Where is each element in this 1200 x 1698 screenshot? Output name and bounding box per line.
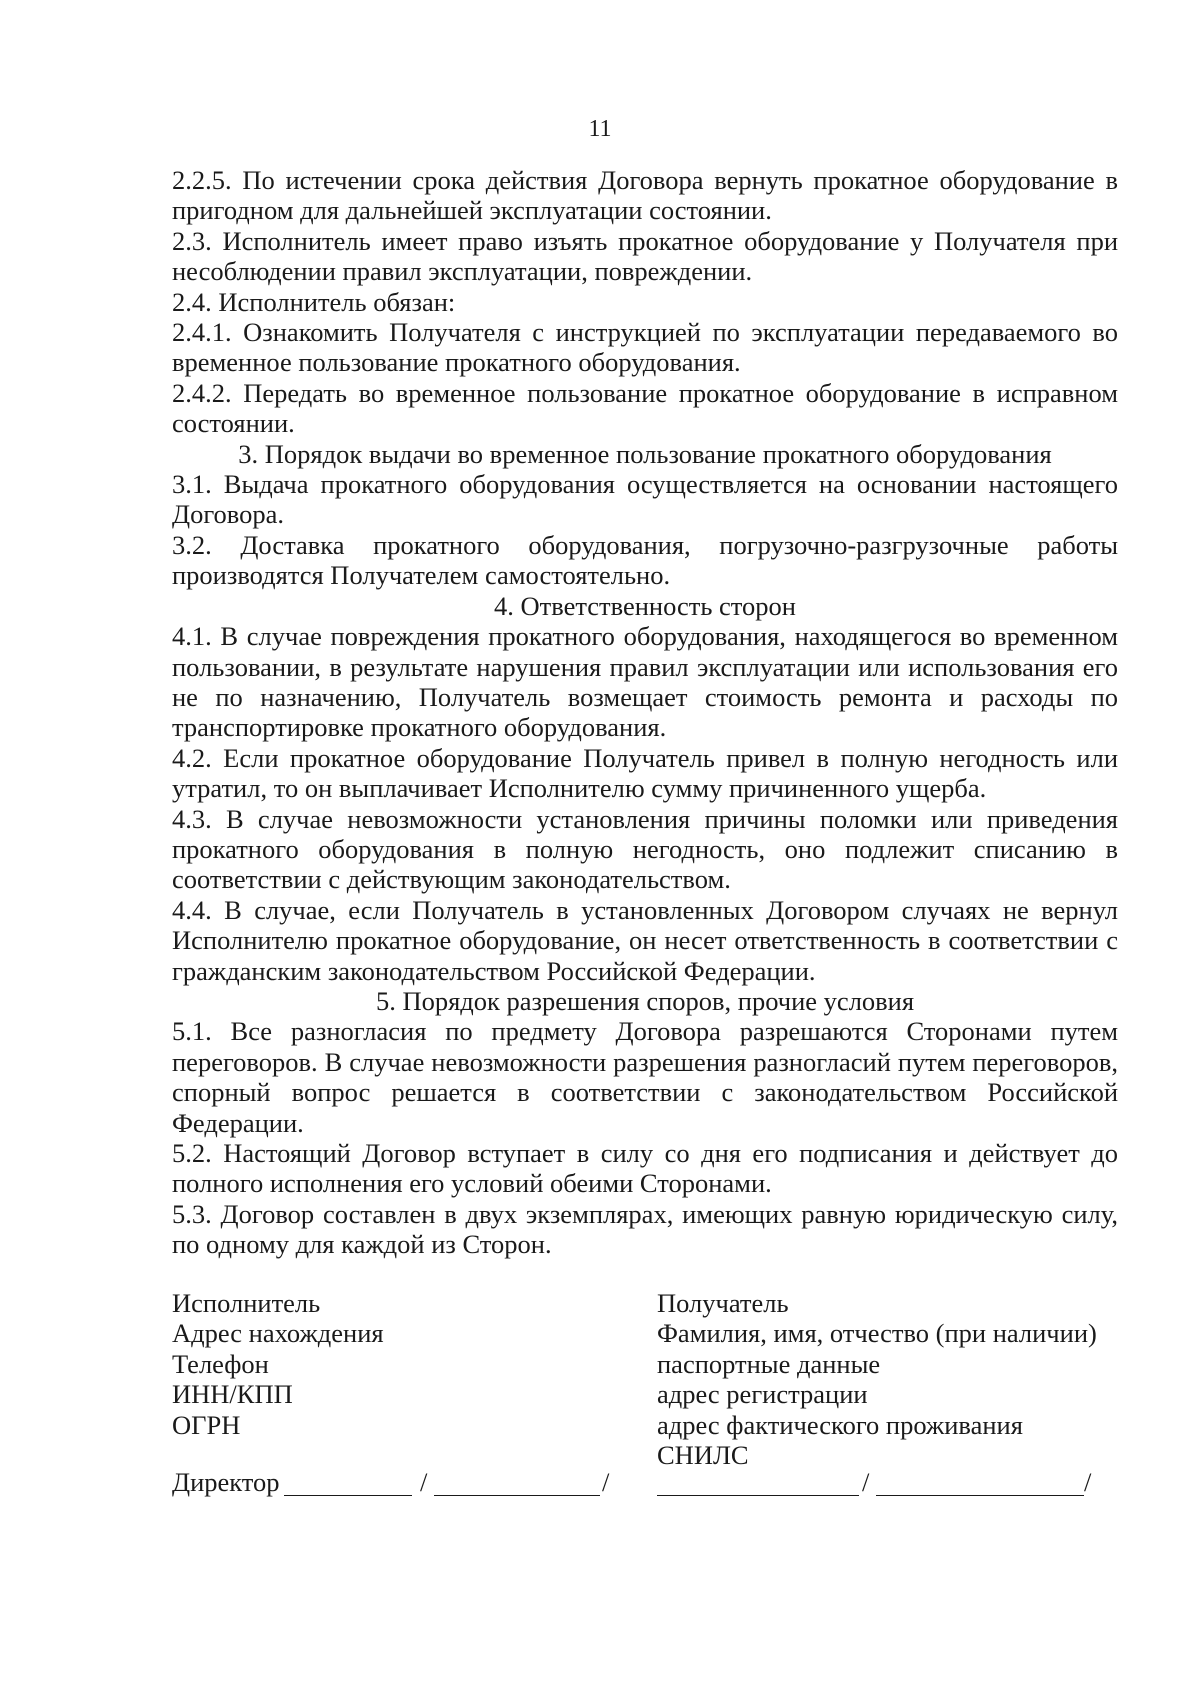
director-label: Директор <box>172 1467 280 1497</box>
clause-2-4-1: 2.4.1. Ознакомить Получателя с инструкцией по эксплуатации передаваемого во временное пользование прокатного оборудования. <box>172 317 1118 378</box>
director-signature-line <box>284 1495 412 1496</box>
contract-body <box>172 165 1118 1260</box>
executor-details <box>172 1288 642 1440</box>
page-number: 11 <box>588 116 612 142</box>
recipient-closing-slash: / <box>1084 1467 1092 1497</box>
clause-5-1: 5.1. Все разногласия по предмету Договора разрешаются Сторонами путем переговоров. В случае невозможности разрешения разногласий путем переговоров, спорный вопрос решается в соответствии с законодательством Российской Федерации. <box>172 1016 1118 1138</box>
clause-4-4: 4.4. В случае, если Получатель в установленных Договором случаях не вернул Исполнителю прокатное оборудование, он несет ответственность в соответствии с гражданским законодательством Российской Федерации. <box>172 894 1118 986</box>
clause-2-3: 2.3. Исполнитель имеет право изъять прокатное оборудование у Получателя при несоблюдении правил эксплуатации, повреждении. <box>172 225 1118 287</box>
director-name-line <box>434 1495 600 1496</box>
clause-2-4: 2.4. Исполнитель обязан: <box>172 286 456 317</box>
clause-2-4-2: 2.4.2. Передать во временное пользование прокатное оборудование в исправном состоянии. <box>172 377 1118 439</box>
section-heading-4: 4. Ответственность сторон <box>494 590 796 621</box>
recipient-name-label: Фамилия, имя, отчество (при наличии) <box>657 1318 1097 1349</box>
executor-address-label: Адрес нахождения <box>172 1318 384 1349</box>
clause-3-1: 3.1. Выдача прокатного оборудования осуществляется на основании настоящего Договора. <box>172 469 1118 530</box>
director-closing-slash: / <box>602 1467 610 1497</box>
signature-lines-row <box>172 1467 1118 1499</box>
section-heading-3: 3. Порядок выдачи во временное пользование прокатного оборудования <box>238 438 1052 469</box>
executor-ogrn-label: ОГРН <box>172 1409 241 1440</box>
recipient-passport-label: паспортные данные <box>657 1348 881 1379</box>
recipient-details <box>657 1288 1127 1470</box>
clause-3-2: 3.2. Доставка прокатного оборудования, погрузочно-разгрузочные работы производятся Получателем самостоятельно. <box>172 529 1118 591</box>
director-slash: / <box>420 1467 428 1497</box>
clause-5-3: 5.3. Договор составлен в двух экземплярах, имеющих равную юридическую силу, по одному для каждой из Сторон. <box>172 1198 1118 1260</box>
recipient-name-line <box>876 1495 1084 1496</box>
recipient-registration-label: адрес регистрации <box>657 1379 868 1410</box>
recipient-title: Получатель <box>657 1288 789 1318</box>
executor-title: Исполнитель <box>172 1288 321 1318</box>
clause-4-3: 4.3. В случае невозможности установления причины поломки или приведения прокатного оборудования в полную негодность, оно подлежит списанию в соответствии с действующим законодательством. <box>172 803 1118 895</box>
clause-5-2: 5.2. Настоящий Договор вступает в силу со дня его подписания и действует до полного исполнения его условий обеими Сторонами. <box>172 1138 1118 1199</box>
clause-4-2: 4.2. Если прокатное оборудование Получатель привел в полную негодность или утратил, то он выплачивает Исполнителю сумму причиненного ущерба. <box>172 742 1118 804</box>
section-heading-5: 5. Порядок разрешения споров, прочие условия <box>375 985 915 1016</box>
executor-inn-kpp-label: ИНН/КПП <box>172 1379 293 1410</box>
clause-2-2-5: 2.2.5. По истечении срока действия Договора вернуть прокатное оборудование в пригодном для дальнейшей эксплуатации состоянии. <box>172 165 1118 226</box>
recipient-snils-label: СНИЛС <box>657 1440 749 1471</box>
recipient-signature-line <box>657 1495 859 1496</box>
executor-phone-label: Телефон <box>172 1348 269 1379</box>
clause-4-1: 4.1. В случае повреждения прокатного оборудования, находящегося во временном пользовании, в результате нарушения правил эксплуатации или использования его не по назначению, Получатель возмещает стоимость ремонта и расходы по транспортировке прокатного оборудования. <box>172 621 1118 743</box>
recipient-slash: / <box>862 1467 870 1497</box>
recipient-residence-label: адрес фактического проживания <box>657 1409 1023 1440</box>
